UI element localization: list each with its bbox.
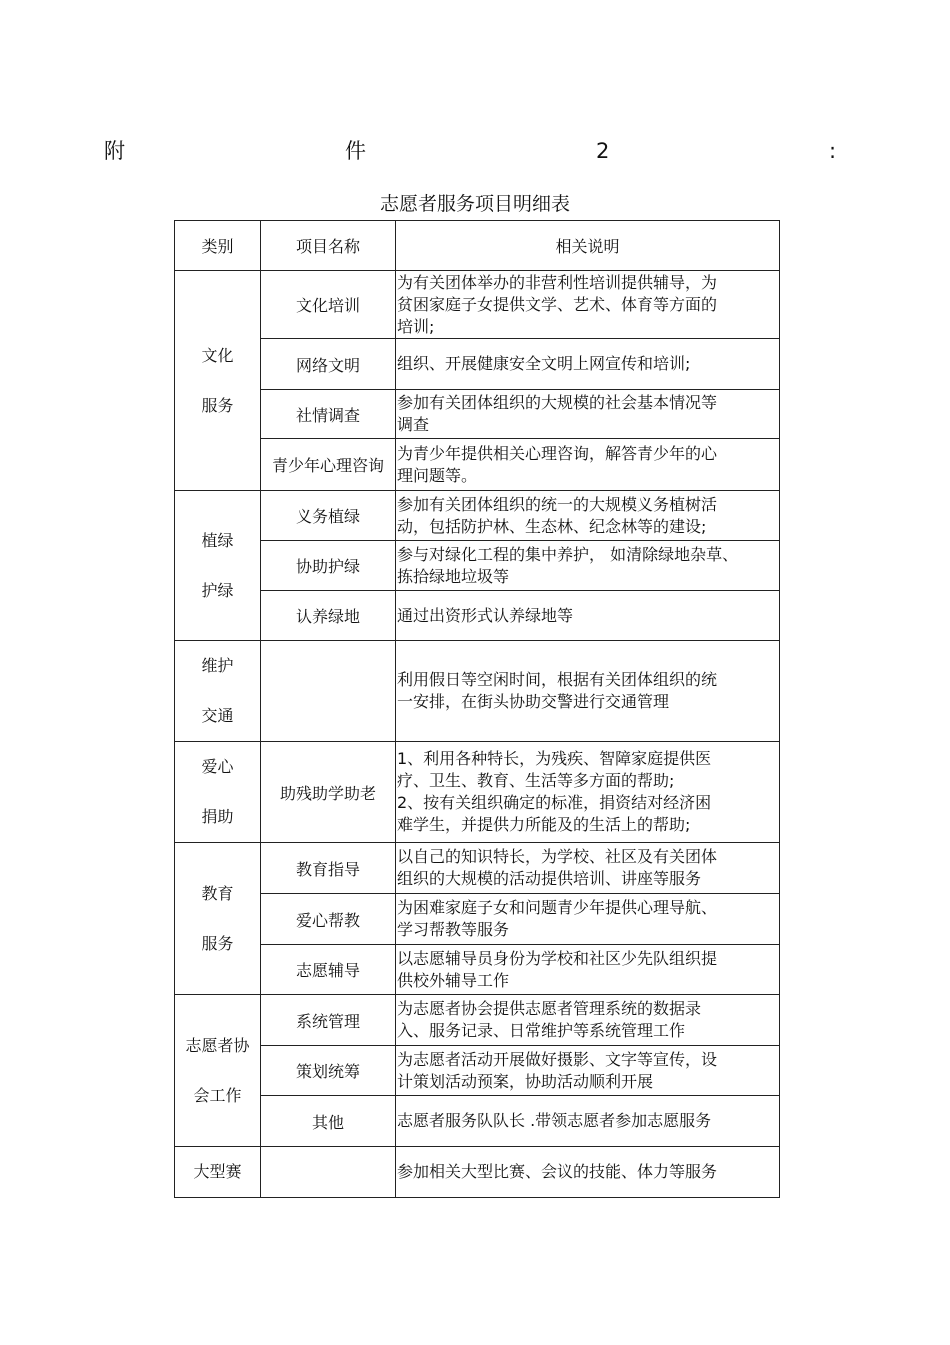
description-line: 1、利用各种特长，为残疾、智障家庭提供医 xyxy=(397,749,712,768)
category-cell xyxy=(175,843,261,995)
description-line: 2、按有关组织确定的标准，捐资结对经济困 xyxy=(397,793,712,812)
table-row xyxy=(175,541,780,591)
project-description xyxy=(396,742,780,843)
description-line: 一安排，在街头协助交警进行交通管理 xyxy=(397,692,670,711)
header-project-name: 项目名称 xyxy=(261,221,396,271)
category-label-line: 爱心 xyxy=(201,757,234,776)
project-description xyxy=(396,339,780,390)
project-name xyxy=(261,1147,396,1198)
heading-number: 2 xyxy=(596,139,610,163)
category-label-line: 护绿 xyxy=(201,580,234,600)
description-line: 通过出资形式认养绿地等 xyxy=(397,605,574,625)
table-row xyxy=(175,1046,780,1096)
description-line: 组织、开展健康安全文明上网宣传和培训; xyxy=(397,354,691,373)
table-row xyxy=(175,742,780,843)
description-line: 为志愿者协会提供志愿者管理系统的数据录 xyxy=(397,999,702,1018)
table-row xyxy=(175,945,780,995)
project-description xyxy=(396,843,780,894)
project-name: 系统管理 xyxy=(261,995,396,1046)
heading-char-jian: 件 xyxy=(345,139,366,163)
description-line: 为困难家庭子女和问题青少年提供心理导航、 xyxy=(397,898,718,917)
description-line: 以志愿辅导员身份为学校和社区少先队组织提 xyxy=(397,948,718,968)
project-name: 社情调查 xyxy=(261,390,396,439)
category-label-line: 服务 xyxy=(201,395,234,415)
heading-char-fu: 附 xyxy=(104,139,125,163)
description-line: 志愿者服务队队长 .带领志愿者参加志愿服务 xyxy=(397,1111,712,1130)
header-description: 相关说明 xyxy=(396,221,780,271)
category-cell xyxy=(175,641,261,742)
project-name: 青少年心理咨询 xyxy=(261,439,396,491)
table-row xyxy=(175,439,780,491)
description-line: 参加有关团体组织的统一的大规模义务植树活 xyxy=(397,494,718,514)
description-line: 调查 xyxy=(397,415,430,434)
description-line: 疗、卫生、教育、生活等多方面的帮助; xyxy=(397,771,675,790)
project-name: 文化培训 xyxy=(261,271,396,339)
table-row xyxy=(175,339,780,390)
description-line: 学习帮教等服务 xyxy=(397,920,510,939)
description-line: 参加相关大型比赛、会议的技能、体力等服务 xyxy=(397,1162,718,1181)
project-description xyxy=(396,894,780,945)
description-line: 拣拾绿地垃圾等 xyxy=(397,566,510,586)
description-line: 参加有关团体组织的大规模的社会基本情况等 xyxy=(397,393,718,412)
document-title: 志愿者服务项目明细表 xyxy=(379,193,570,215)
table-row xyxy=(175,641,780,742)
project-description xyxy=(396,390,780,439)
category-label-line: 捐助 xyxy=(201,807,234,826)
description-line: 计策划活动预案，协助活动顺利开展 xyxy=(397,1071,654,1091)
category-label-line: 会工作 xyxy=(193,1085,242,1105)
description-line: 培训; xyxy=(397,316,435,336)
description-line: 利用假日等空闲时间，根据有关团体组织的统 xyxy=(397,670,718,689)
description-line: 为青少年提供相关心理咨询，解答青少年的心 xyxy=(397,443,718,463)
table-row xyxy=(175,390,780,439)
project-description xyxy=(396,1096,780,1147)
table-row xyxy=(175,591,780,641)
table-row xyxy=(175,843,780,894)
project-description xyxy=(396,945,780,995)
project-description xyxy=(396,1147,780,1198)
project-name: 其他 xyxy=(261,1096,396,1147)
table-row xyxy=(175,1147,780,1198)
description-line: 为志愿者活动开展做好摄影、文字等宣传，设 xyxy=(397,1049,718,1069)
table-row xyxy=(175,491,780,541)
project-description xyxy=(396,995,780,1046)
category-label-line: 植绿 xyxy=(201,530,234,550)
category-label-line: 大型赛 xyxy=(193,1162,242,1181)
description-line: 供校外辅导工作 xyxy=(397,970,510,990)
project-description xyxy=(396,641,780,742)
heading-colon: : xyxy=(829,139,837,163)
description-line: 难学生，并提供力所能及的生活上的帮助; xyxy=(397,815,691,834)
table-row xyxy=(175,1096,780,1147)
project-description xyxy=(396,591,780,641)
header-category: 类别 xyxy=(175,221,261,271)
project-description xyxy=(396,1046,780,1096)
project-name: 爱心帮教 xyxy=(261,894,396,945)
table-header-row xyxy=(175,221,780,271)
description-line: 理问题等。 xyxy=(397,465,478,485)
category-cell xyxy=(175,271,261,491)
project-name: 教育指导 xyxy=(261,843,396,894)
category-label-line: 维护 xyxy=(201,656,234,675)
category-cell xyxy=(175,1147,261,1198)
description-line: 入、服务记录、日常维护等系统管理工作 xyxy=(397,1021,686,1040)
description-line: 动，包括防护林、生态林、纪念林等的建设; xyxy=(397,516,707,536)
description-line: 以自己的知识特长，为学校、社区及有关团体 xyxy=(397,847,718,866)
project-name: 义务植绿 xyxy=(261,491,396,541)
project-name: 助残助学助老 xyxy=(261,742,396,843)
project-name: 认养绿地 xyxy=(261,591,396,641)
category-label-line: 志愿者协 xyxy=(185,1035,250,1055)
category-label-line: 交通 xyxy=(201,706,234,725)
category-cell xyxy=(175,742,261,843)
description-line: 组织的大规模的活动提供培训、讲座等服务 xyxy=(397,869,702,888)
table-row xyxy=(175,995,780,1046)
category-label-line: 服务 xyxy=(201,933,234,953)
category-cell xyxy=(175,491,261,641)
category-cell xyxy=(175,995,261,1147)
project-description xyxy=(396,541,780,591)
project-description xyxy=(396,271,780,339)
description-line: 为有关团体举办的非营利性培训提供辅导，为 xyxy=(397,272,718,292)
project-table xyxy=(174,220,780,1198)
project-name: 志愿辅导 xyxy=(261,945,396,995)
project-name xyxy=(261,641,396,742)
table-row xyxy=(175,271,780,339)
category-label-line: 教育 xyxy=(201,883,234,903)
project-name: 协助护绿 xyxy=(261,541,396,591)
project-description xyxy=(396,439,780,491)
category-label-line: 文化 xyxy=(201,345,234,365)
description-line: 贫困家庭子女提供文学、艺术、体育等方面的 xyxy=(397,294,718,314)
project-description xyxy=(396,491,780,541)
description-line: 参与对绿化工程的集中养护， 如清除绿地杂草、 xyxy=(397,544,739,564)
project-name: 网络文明 xyxy=(261,339,396,390)
table-row xyxy=(175,894,780,945)
project-name: 策划统筹 xyxy=(261,1046,396,1096)
